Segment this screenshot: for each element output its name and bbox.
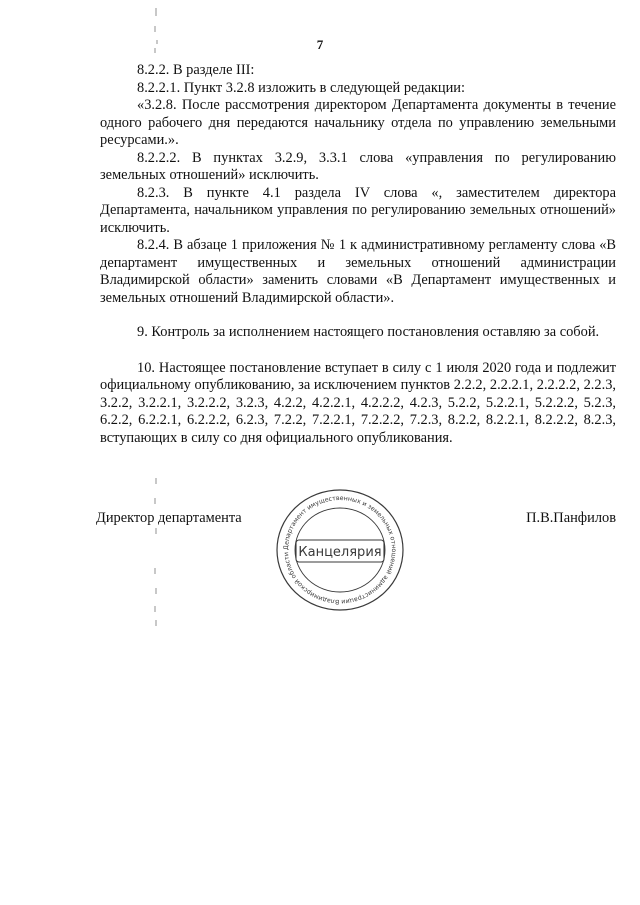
clause-10: 10. Настоящее постановление вступает в силу с 1 июля 2020 года и подлежит официальному опубликованию, за исключением пунктов 2.2.2, 2.2.2.1, 2.2.2.2, 2.2.3, 3.2.2, 3.2.2.1, 3.2.2.2, 3.2.3, 4.2.2, 4.2.2.1, 4.2.2.2, 4.2.3, 5.2.2, 5.2.2.1, 5.2.2.2, 5.2.3, 6.2.2, 6.2.2.1, 6.2.2.2, 6.2.3, 7.2.2, 7.2.2.1, 7.2.2.2, 7.2.3, 8.2.2, 8.2.2.1, 8.2.2.2, 8.2.3, вступающих в силу со дня официального опубликования. [100, 359, 616, 446]
signatory-title: Директор департамента [96, 510, 242, 526]
stamp-center-text: Канцелярия [298, 545, 382, 560]
clause-8-2-4: 8.2.4. В абзаце 1 приложения № 1 к административному регламенту слова «В департамент имущественных и земельных отношений администрации Владимирской области» заменить словами «В Департамент имущественных и земельных отношений Владимирской области». [100, 237, 616, 306]
clause-8-2-3: 8.2.3. В пункте 4.1 раздела IV слова «, заместителем директора Департамента, начальником управления по регулированию земельных отношений» исключить. [100, 184, 616, 236]
page-number: 7 [316, 37, 324, 52]
stamp-ring-text: Департамент имущественных и земельных отношений администрации Владимирской области [282, 494, 398, 606]
clause-3-2-8-text: «3.2.8. После рассмотрения директором Департамента документы в течение одного рабочего дня передаются начальнику отдела по управлению земельными ресурсами.». [100, 97, 616, 148]
office-stamp [274, 488, 406, 612]
clause-8-2-2-1: 8.2.2.1. Пункт 3.2.8 изложить в следующей редакции: [137, 79, 466, 96]
document-body [100, 62, 616, 447]
clause-8-2-2-2: 8.2.2.2. В пунктах 3.2.9, 3.3.1 слова «управления по регулированию земельных отношений» исключить. [100, 149, 616, 183]
clause-8-2-2: 8.2.2. В разделе III: [137, 62, 255, 78]
clause-9: 9. Контроль за исполнением настоящего постановления оставляю за собой. [137, 324, 600, 340]
signatory-name: П.В.Панфилов [526, 510, 616, 526]
